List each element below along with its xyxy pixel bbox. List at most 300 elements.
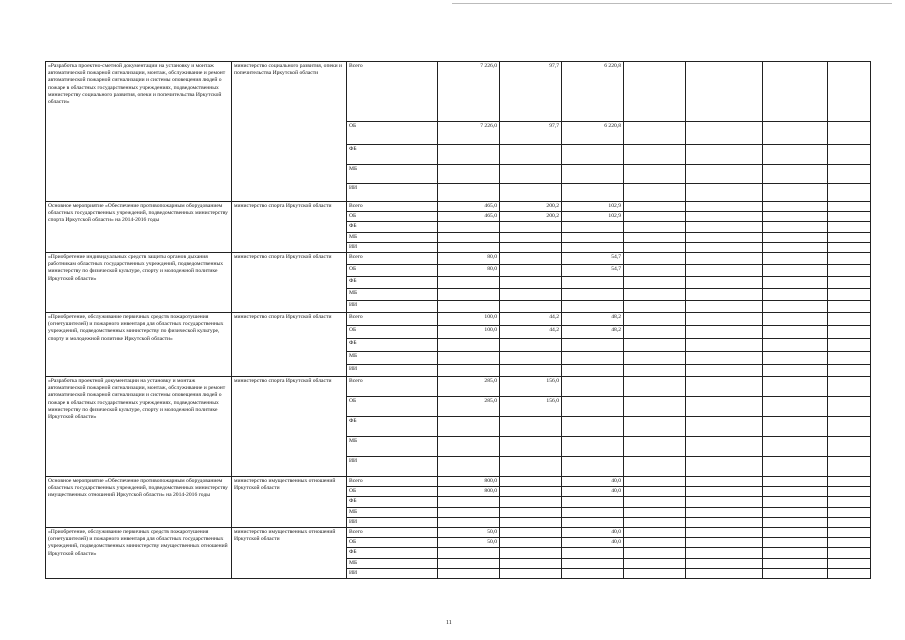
value-cell: 465,0 (438, 212, 500, 222)
empty-cell (763, 497, 828, 507)
executor-name: министерство имущественных отношений Иркутской области (232, 528, 347, 579)
value-cell (438, 437, 500, 457)
value-cell (562, 497, 624, 507)
empty-cell (828, 184, 871, 202)
value-cell (438, 165, 500, 184)
funding-source: Всего (347, 253, 438, 265)
value-cell: 97,7 (500, 122, 562, 145)
empty-cell (763, 538, 828, 548)
empty-cell (686, 265, 763, 277)
budget-table-body (46, 62, 871, 579)
empty-cell (624, 62, 686, 122)
empty-cell (624, 417, 686, 437)
executor-name: министерство спорта Иркутской области (232, 313, 347, 377)
value-cell: 6 220,8 (562, 122, 624, 145)
value-cell (438, 277, 500, 289)
empty-cell (828, 232, 871, 242)
empty-cell (624, 277, 686, 289)
value-cell (500, 548, 562, 558)
value-cell (500, 538, 562, 548)
empty-cell (624, 253, 686, 265)
value-cell: 285,0 (438, 377, 500, 397)
empty-cell (624, 184, 686, 202)
value-cell: 7 226,0 (438, 62, 500, 122)
empty-cell (763, 437, 828, 457)
value-cell (562, 377, 624, 397)
funding-source: Всего (347, 313, 438, 326)
funding-source: ФБ (347, 339, 438, 352)
value-cell (562, 301, 624, 313)
empty-cell (686, 277, 763, 289)
empty-cell (828, 165, 871, 184)
value-cell (500, 487, 562, 497)
empty-cell (686, 313, 763, 326)
empty-cell (624, 507, 686, 517)
value-cell (500, 558, 562, 568)
value-cell: 48,2 (562, 313, 624, 326)
table-row (46, 202, 871, 212)
measure-name: Основное мероприятие «Обеспечение противопожарным оборудованием областных государственных учреждений, подведомственных министерству имущественных отношений Иркутской области» на 2014-2016 годы (46, 477, 232, 528)
measure-name: «Разработка проектной документации на установку и монтаж автоматической пожарной сигнализации, монтаж, обслуживание и ремонт автоматической пожарной сигнализации и системы оповещения людей о пожаре в областных государственных учреждениях, подведомственных министерству по физической культуре, спорту и молодежной политике Иркутской области» (46, 377, 232, 477)
empty-cell (763, 517, 828, 527)
funding-source: МБ (347, 352, 438, 365)
empty-cell (624, 313, 686, 326)
table-row (46, 253, 871, 265)
empty-cell (828, 62, 871, 122)
empty-cell (828, 397, 871, 417)
funding-source: Всего (347, 528, 438, 538)
page-number: 11 (446, 620, 452, 626)
empty-cell (686, 242, 763, 252)
empty-cell (624, 477, 686, 487)
empty-cell (763, 313, 828, 326)
empty-cell (624, 457, 686, 477)
funding-source: МБ (347, 437, 438, 457)
value-cell: 800,0 (438, 477, 500, 487)
empty-cell (624, 548, 686, 558)
empty-cell (828, 497, 871, 507)
value-cell (500, 568, 562, 578)
value-cell (500, 339, 562, 352)
empty-cell (686, 212, 763, 222)
empty-cell (624, 517, 686, 527)
value-cell: 100,0 (438, 326, 500, 339)
empty-cell (828, 145, 871, 165)
empty-cell (686, 301, 763, 313)
empty-cell (624, 397, 686, 417)
empty-cell (828, 558, 871, 568)
value-cell (438, 568, 500, 578)
table-row (46, 477, 871, 487)
value-cell (438, 232, 500, 242)
funding-source: Всего (347, 202, 438, 212)
funding-source: ИИ (347, 301, 438, 313)
value-cell (500, 289, 562, 301)
empty-cell (828, 202, 871, 212)
measure-name: «Приобретение, обслуживание первичных средств пожаротушения (огнетушителей) и пожарного инвентаря для областных государственных учреждений, подведомственных министерству имущественных отношений Иркутской области» (46, 528, 232, 579)
executor-name: министерство социального развития, опеки и попечительства Иркутской области (232, 62, 347, 202)
value-cell (500, 184, 562, 202)
empty-cell (763, 253, 828, 265)
empty-cell (763, 507, 828, 517)
value-cell (500, 145, 562, 165)
value-cell: 6 220,8 (562, 62, 624, 122)
empty-cell (686, 222, 763, 232)
empty-cell (624, 122, 686, 145)
value-cell (500, 253, 562, 265)
value-cell (562, 277, 624, 289)
empty-cell (624, 265, 686, 277)
empty-cell (686, 558, 763, 568)
empty-cell (828, 487, 871, 497)
empty-cell (828, 253, 871, 265)
value-cell (438, 507, 500, 517)
value-cell (438, 548, 500, 558)
value-cell: 40,0 (562, 538, 624, 548)
empty-cell (624, 222, 686, 232)
empty-cell (763, 477, 828, 487)
table-row (46, 313, 871, 326)
empty-cell (686, 145, 763, 165)
value-cell (438, 301, 500, 313)
empty-cell (686, 507, 763, 517)
value-cell: 54,7 (562, 265, 624, 277)
value-cell (500, 232, 562, 242)
value-cell: 54,7 (562, 253, 624, 265)
empty-cell (624, 232, 686, 242)
empty-cell (686, 487, 763, 497)
value-cell (562, 289, 624, 301)
empty-cell (686, 352, 763, 365)
empty-cell (686, 517, 763, 527)
empty-cell (624, 487, 686, 497)
empty-cell (828, 265, 871, 277)
empty-cell (624, 352, 686, 365)
executor-name: министерство спорта Иркутской области (232, 377, 347, 477)
value-cell (562, 242, 624, 252)
funding-source: ФБ (347, 548, 438, 558)
value-cell: 156,0 (500, 397, 562, 417)
empty-cell (828, 377, 871, 397)
value-cell (562, 417, 624, 437)
empty-cell (828, 477, 871, 487)
empty-cell (624, 339, 686, 352)
empty-cell (624, 326, 686, 339)
empty-cell (686, 437, 763, 457)
value-cell (438, 417, 500, 437)
empty-cell (686, 497, 763, 507)
value-cell: 40,0 (562, 487, 624, 497)
value-cell: 97,7 (500, 62, 562, 122)
funding-source: ИИ (347, 457, 438, 477)
funding-source: ИИ (347, 568, 438, 578)
empty-cell (763, 265, 828, 277)
table-row (46, 377, 871, 397)
empty-cell (686, 397, 763, 417)
funding-source: ФБ (347, 145, 438, 165)
value-cell (500, 277, 562, 289)
empty-cell (686, 548, 763, 558)
empty-cell (763, 232, 828, 242)
value-cell (438, 365, 500, 377)
empty-cell (686, 477, 763, 487)
value-cell (562, 397, 624, 417)
empty-cell (828, 122, 871, 145)
funding-source: Всего (347, 62, 438, 122)
value-cell (438, 352, 500, 365)
value-cell (438, 242, 500, 252)
value-cell (500, 365, 562, 377)
empty-cell (686, 202, 763, 212)
value-cell: 200,2 (500, 202, 562, 212)
empty-cell (763, 558, 828, 568)
funding-source: ФБ (347, 497, 438, 507)
value-cell (562, 339, 624, 352)
empty-cell (763, 528, 828, 538)
value-cell: 44,2 (500, 313, 562, 326)
value-cell: 50,0 (438, 528, 500, 538)
value-cell (562, 517, 624, 527)
empty-cell (686, 184, 763, 202)
empty-cell (686, 289, 763, 301)
value-cell (500, 265, 562, 277)
top-scan-line (452, 3, 892, 4)
value-cell (500, 301, 562, 313)
empty-cell (624, 202, 686, 212)
empty-cell (763, 457, 828, 477)
empty-cell (828, 339, 871, 352)
empty-cell (763, 301, 828, 313)
empty-cell (686, 538, 763, 548)
empty-cell (686, 122, 763, 145)
table-row (46, 528, 871, 538)
value-cell: 465,0 (438, 202, 500, 212)
value-cell (500, 477, 562, 487)
empty-cell (686, 62, 763, 122)
empty-cell (828, 365, 871, 377)
empty-cell (686, 457, 763, 477)
value-cell (500, 417, 562, 437)
empty-cell (763, 548, 828, 558)
empty-cell (686, 417, 763, 437)
empty-cell (686, 528, 763, 538)
budget-table (45, 61, 871, 579)
value-cell (500, 437, 562, 457)
empty-cell (763, 184, 828, 202)
value-cell (562, 568, 624, 578)
empty-cell (763, 165, 828, 184)
empty-cell (828, 528, 871, 538)
empty-cell (828, 507, 871, 517)
value-cell: 50,0 (438, 538, 500, 548)
empty-cell (763, 289, 828, 301)
empty-cell (828, 568, 871, 578)
funding-source: МБ (347, 232, 438, 242)
value-cell (438, 145, 500, 165)
empty-cell (624, 377, 686, 397)
empty-cell (686, 365, 763, 377)
funding-source: ФБ (347, 222, 438, 232)
empty-cell (624, 365, 686, 377)
empty-cell (828, 457, 871, 477)
value-cell (500, 352, 562, 365)
measure-name: «Приобретение индивидуальных средств защиты органов дыхания работникам областных государственных учреждений, подведомственных министерству по физической культуре, спорту и молодежной политике Иркутской области» (46, 253, 232, 313)
empty-cell (624, 145, 686, 165)
value-cell: 80,0 (438, 253, 500, 265)
empty-cell (828, 222, 871, 232)
empty-cell (763, 242, 828, 252)
funding-source: ОБ (347, 265, 438, 277)
empty-cell (763, 352, 828, 365)
funding-source: ИИ (347, 184, 438, 202)
empty-cell (828, 301, 871, 313)
empty-cell (763, 145, 828, 165)
funding-source: МБ (347, 507, 438, 517)
empty-cell (624, 528, 686, 538)
funding-source: ОБ (347, 538, 438, 548)
empty-cell (763, 397, 828, 417)
value-cell: 285,0 (438, 397, 500, 417)
value-cell (500, 507, 562, 517)
empty-cell (763, 377, 828, 397)
empty-cell (763, 339, 828, 352)
measure-name: Основное мероприятие «Обеспечение противопожарным оборудованием областных государственных учреждений, подведомственных министерству спорта Иркутской области» на 2014-2016 годы (46, 202, 232, 253)
empty-cell (763, 326, 828, 339)
value-cell: 80,0 (438, 265, 500, 277)
executor-name: министерство имущественных отношений Иркутской области (232, 477, 347, 528)
value-cell (438, 339, 500, 352)
value-cell: 200,2 (500, 212, 562, 222)
value-cell (500, 517, 562, 527)
empty-cell (828, 242, 871, 252)
table-row (46, 62, 871, 122)
value-cell (500, 242, 562, 252)
funding-source: Всего (347, 477, 438, 487)
empty-cell (624, 165, 686, 184)
value-cell (562, 352, 624, 365)
empty-cell (686, 253, 763, 265)
value-cell (438, 517, 500, 527)
empty-cell (686, 339, 763, 352)
executor-name: министерство спорта Иркутской области (232, 253, 347, 313)
empty-cell (686, 377, 763, 397)
empty-cell (828, 437, 871, 457)
empty-cell (624, 568, 686, 578)
value-cell (500, 222, 562, 232)
empty-cell (828, 548, 871, 558)
funding-source: ФБ (347, 417, 438, 437)
funding-source: МБ (347, 558, 438, 568)
empty-cell (828, 289, 871, 301)
empty-cell (686, 232, 763, 242)
value-cell (438, 289, 500, 301)
empty-cell (624, 301, 686, 313)
value-cell: 102,9 (562, 212, 624, 222)
value-cell (438, 558, 500, 568)
value-cell (438, 222, 500, 232)
measure-name: «Разработка проектно-сметной документации на установку и монтаж автоматической пожарной сигнализации, монтаж, обслуживание и ремонт автоматической пожарной сигнализации и системы оповещения людей о пожаре в областных государственных учреждениях, подведомственных министерству социального развития, опеки и попечительства Иркутской области» (46, 62, 232, 202)
value-cell: 7 226,0 (438, 122, 500, 145)
value-cell (562, 507, 624, 517)
empty-cell (828, 326, 871, 339)
value-cell (562, 184, 624, 202)
funding-source: ОБ (347, 326, 438, 339)
empty-cell (686, 326, 763, 339)
funding-source: ИИ (347, 242, 438, 252)
empty-cell (763, 365, 828, 377)
funding-source: Всего (347, 377, 438, 397)
value-cell (438, 457, 500, 477)
value-cell (438, 184, 500, 202)
value-cell: 40,0 (562, 528, 624, 538)
funding-source: ИИ (347, 517, 438, 527)
value-cell (562, 222, 624, 232)
value-cell: 100,0 (438, 313, 500, 326)
measure-name: «Приобретение, обслуживание первичных средств пожаротушения (огнетушителей) и пожарного инвентаря для областных государственных учреждений, подведомственных министерству по физической культуре, спорту и молодежной политике Иркутской области» (46, 313, 232, 377)
empty-cell (828, 277, 871, 289)
funding-source: ФБ (347, 277, 438, 289)
executor-name: министерство спорта Иркутской области (232, 202, 347, 253)
value-cell: 800,0 (438, 487, 500, 497)
empty-cell (763, 222, 828, 232)
empty-cell (828, 352, 871, 365)
empty-cell (763, 202, 828, 212)
empty-cell (828, 538, 871, 548)
value-cell (562, 232, 624, 242)
funding-source: МБ (347, 289, 438, 301)
empty-cell (624, 558, 686, 568)
value-cell (562, 457, 624, 477)
empty-cell (686, 165, 763, 184)
value-cell: 44,2 (500, 326, 562, 339)
value-cell (500, 457, 562, 477)
empty-cell (828, 517, 871, 527)
funding-source: ОБ (347, 122, 438, 145)
empty-cell (763, 277, 828, 289)
value-cell (562, 558, 624, 568)
funding-source: ИИ (347, 365, 438, 377)
value-cell (562, 145, 624, 165)
empty-cell (624, 289, 686, 301)
empty-cell (828, 212, 871, 222)
value-cell (562, 548, 624, 558)
value-cell: 48,2 (562, 326, 624, 339)
empty-cell (828, 313, 871, 326)
empty-cell (763, 212, 828, 222)
value-cell (562, 365, 624, 377)
empty-cell (624, 497, 686, 507)
value-cell (500, 497, 562, 507)
value-cell (500, 165, 562, 184)
empty-cell (828, 417, 871, 437)
funding-source: ОБ (347, 397, 438, 417)
empty-cell (624, 437, 686, 457)
funding-source: МБ (347, 165, 438, 184)
empty-cell (763, 62, 828, 122)
value-cell: 40,0 (562, 477, 624, 487)
empty-cell (624, 212, 686, 222)
value-cell: 102,9 (562, 202, 624, 212)
empty-cell (686, 568, 763, 578)
value-cell: 156,0 (500, 377, 562, 397)
value-cell (500, 528, 562, 538)
value-cell (562, 437, 624, 457)
value-cell (562, 165, 624, 184)
funding-source: ОБ (347, 487, 438, 497)
empty-cell (624, 242, 686, 252)
empty-cell (763, 487, 828, 497)
empty-cell (763, 122, 828, 145)
